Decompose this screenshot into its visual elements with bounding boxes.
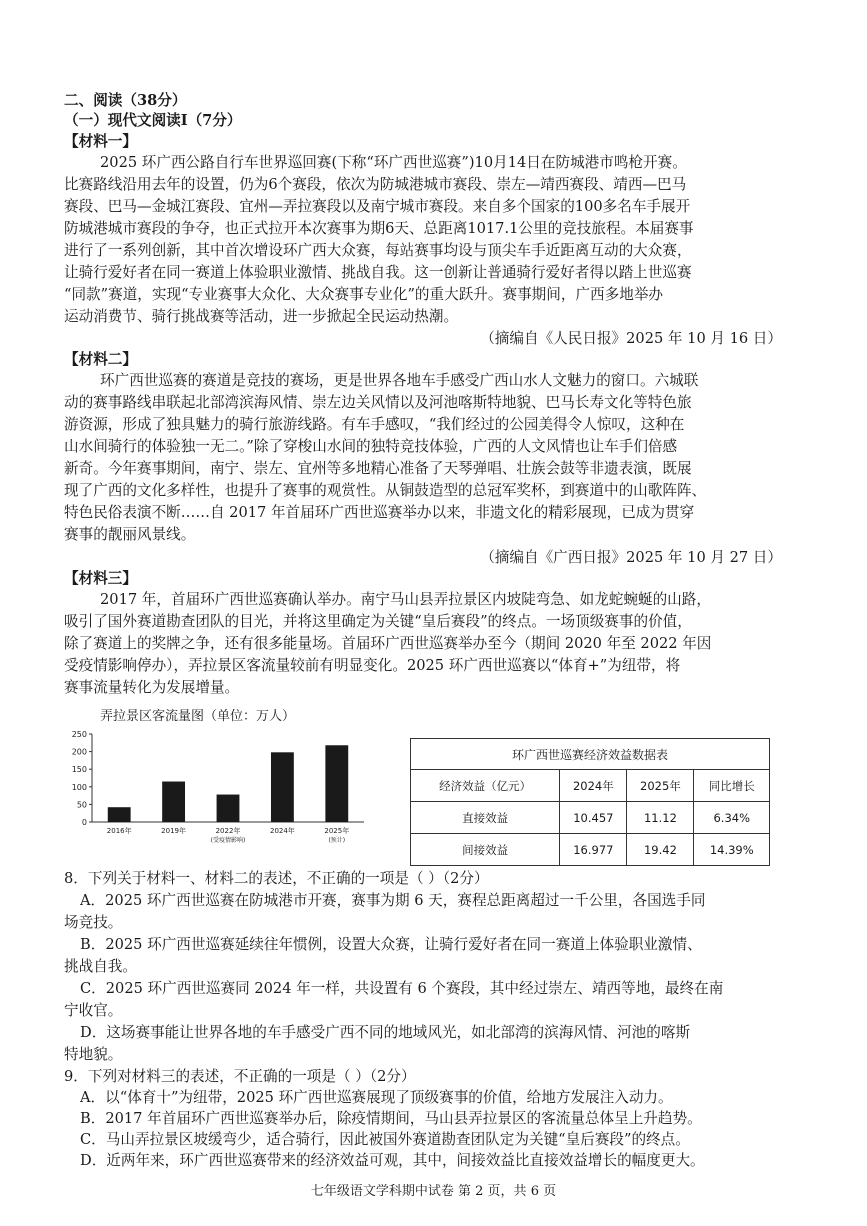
material1-label: 【材料一】 [64, 133, 137, 150]
y-tick-label: 150 [71, 765, 87, 775]
table-cell: 直接效益 [411, 802, 560, 834]
material3-label: 【材料三】 [64, 570, 137, 587]
visitor-bar-chart [62, 726, 372, 856]
y-tick-label: 200 [71, 747, 87, 757]
bar [271, 752, 294, 822]
question-8-option-d-cont: 特地貌。 [64, 1046, 123, 1063]
y-tick-label: 50 [76, 800, 87, 810]
material1-line: 防城港城市赛段的争夺，也正式拉开本次赛事为期6天、总距离1017.1公里的竞技旅程。本届赛事 [64, 220, 694, 237]
question-8-option-d: D．这场赛事能让世界各地的车手感受广西不同的地域风光，如北部湾的滨海风情、河池的喀斯 [80, 1024, 691, 1041]
material1-line: “同款”赛道，实现“专业赛事大众化、大众赛事专业化”的重大跃升。赛事期间，广西多地举办 [64, 286, 664, 303]
question-8-option-a: A．2025 环广西世巡赛在防城港市开赛，赛事为期 6 天，赛程总距离超过一千公里，各国选手同 [80, 892, 706, 909]
material1-line: 进行了一系列创新，其中首次增设环广西大众赛，每站赛事均设与顶尖车手近距离互动的大众赛， [64, 242, 692, 259]
material1-line: 让骑行爱好者在同一赛道上体验职业激情、挑战自我。这一创新让普通骑行爱好者得以踏上世巡赛 [64, 264, 692, 281]
table-cell: 6.34% [694, 802, 770, 834]
y-tick-label: 100 [71, 782, 87, 792]
table-cell: 间接效益 [411, 834, 560, 866]
material1-line: 运动消费节、骑行挑战赛等活动，进一步掀起全民运动热潮。 [64, 308, 459, 325]
material3-line: 除了赛道上的奖牌之争，还有很多能量场。首届环广西世巡赛举办至今（期间 2020 年至 2022 年因 [64, 635, 712, 652]
economic-benefit-table [410, 738, 770, 866]
material2-label: 【材料二】 [64, 351, 137, 368]
material2-line: 现了广西的文化多样性，也提升了赛事的观赏性。从铜鼓造型的总冠军奖杯，到赛道中的山歌阵阵、 [64, 482, 707, 499]
question-8-option-c: C．2025 环广西世巡赛同 2024 年一样，共设置有 6 个赛段，其中经过崇左、靖西等地，最终在南 [80, 980, 724, 997]
table-header: 2025年 [627, 770, 694, 802]
question-8-option-a-cont: 场竞技。 [64, 914, 123, 931]
x-tick-label: 2024年 [269, 827, 295, 835]
bar [217, 795, 240, 822]
material1-line: 赛段、巴马—金城江赛段、宜州—弄拉赛段以及南宁城市赛段。来自多个国家的100多名车手展开 [64, 198, 691, 215]
material3-line: 受疫情影响停办），弄拉景区客流量较前有明显变化。2025 环广西世巡赛以“体育+”为纽带，将 [64, 657, 681, 674]
question-8-stem: 8．下列关于材料一、材料二的表述，不正确的一项是（ ）（2分） [64, 870, 489, 887]
table-cell: 19.42 [627, 834, 694, 866]
material3-line: 吸引了国外赛道勘查团队的目光，并将这里确定为关键“皇后赛段”的终点。一场顶级赛事的价值， [64, 613, 692, 630]
question-9-option-b: B．2017 年首届环广西世巡赛举办后，除疫情期间，马山县弄拉景区的客流量总体呈上升趋势。 [80, 1110, 702, 1127]
table-cell: 11.12 [627, 802, 694, 834]
page-footer: 七年级语文学科期中试卷 第 2 页，共 6 页 [310, 1184, 557, 1199]
table-caption: 环广西世巡赛经济效益数据表 [411, 739, 770, 770]
question-9-option-d: D．近两年来，环广西世巡赛带来的经济效益可观，其中，间接效益比直接效益增长的幅度更大。 [80, 1152, 705, 1169]
material1-line: 比赛路线沿用去年的设置，仍为6个赛段，依次为防城港城市赛段、崇左—靖西赛段、靖西—巴马 [64, 176, 687, 193]
material2-line: 环广西世巡赛的赛道是竞技的赛场，更是世界各地车手感受广西山水人文魅力的窗口。六城联 [100, 372, 699, 389]
x-tick-label: 2025年 [324, 827, 350, 835]
question-8-option-b: B．2025 环广西世巡赛延续往年惯例，设置大众赛，让骑行爱好者在同一赛道上体验职业激情、 [80, 936, 702, 953]
bar [162, 782, 185, 822]
question-9-stem: 9．下列对材料三的表述，不正确的一项是（ ）（2分） [64, 1068, 416, 1085]
x-tick-label: 2016年 [106, 827, 132, 835]
y-tick-label: 250 [71, 730, 87, 739]
chart-title: 弄拉景区客流量图（单位：万人） [100, 709, 296, 724]
y-tick-label: 0 [81, 818, 87, 827]
material2-line: 游资源，形成了独具魅力的骑行旅游线路。有车手感叹，“我们经过的公园美得令人惊叹，这种在 [64, 416, 685, 433]
subsection-heading: （一）现代文阅读Ⅰ（7分） [64, 112, 242, 129]
table-row [411, 802, 770, 834]
x-tick-note: (受疫情影响) [210, 837, 246, 844]
bar [108, 807, 131, 822]
question-8-option-b-cont: 挑战自我。 [64, 958, 137, 975]
material3-line: 2017 年，首届环广西世巡赛确认举办。南宁马山县弄拉景区内坡陡弯急、如龙蛇蜿蜒的山路， [100, 591, 711, 608]
x-tick-label: 2019年 [161, 827, 187, 835]
table-cell: 10.457 [560, 802, 627, 834]
bar [325, 745, 348, 822]
table-header: 2024年 [560, 770, 627, 802]
material2-line: 特色民俗表演不断……自 2017 年首届环广西世巡赛举办以来，非遗文化的精彩展现，已成为贯穿 [64, 504, 695, 521]
x-tick-note: (预计) [328, 837, 346, 844]
table-cell: 16.977 [560, 834, 627, 866]
table-header: 经济效益（亿元） [411, 770, 560, 802]
material2-line: 山水间骑行的体验独一无二。”除了穿梭山水间的独特竞技体验，广西的人文风情也让车手们倍感 [64, 438, 678, 455]
question-9-option-a: A．以“体育十”为纽带，2025 环广西世巡赛展现了顶级赛事的价值，给地方发展注入动力。 [80, 1089, 673, 1106]
material2-line: 动的赛事路线串联起北部湾滨海风情、崇左边关风情以及河池喀斯特地貌、巴马长寿文化等特色旅 [64, 394, 692, 411]
material2-line: 新奇。今年赛事期间，南宁、崇左、宜州等多地精心准备了天琴弹唱、壮族会鼓等非遗表演，既展 [64, 460, 692, 477]
question-8-option-c-cont: 宁收官。 [64, 1002, 123, 1019]
table-cell: 14.39% [694, 834, 770, 866]
material2-source: （摘编自《广西日报》2025 年 10 月 27 日） [480, 549, 782, 566]
question-9-option-c: C．马山弄拉景区坡缓弯少，适合骑行，因此被国外赛道勘查团队定为关键“皇后赛段”的终点。 [80, 1131, 690, 1148]
material3-line: 赛事流量转化为发展增量。 [64, 679, 240, 696]
material1-line: 2025 环广西公路自行车世界巡回赛(下称“环广西世巡赛”)10月14日在防城港市鸣枪开赛。 [100, 154, 687, 171]
material1-source: （摘编自《人民日报》2025 年 10 月 16 日） [480, 330, 782, 347]
section-heading: 二、阅读（38分） [64, 92, 187, 109]
material2-line: 赛事的靓丽风景线。 [64, 526, 196, 543]
table-header: 同比增长 [694, 770, 770, 802]
table-row [411, 834, 770, 866]
x-tick-label: 2022年 [215, 827, 241, 835]
